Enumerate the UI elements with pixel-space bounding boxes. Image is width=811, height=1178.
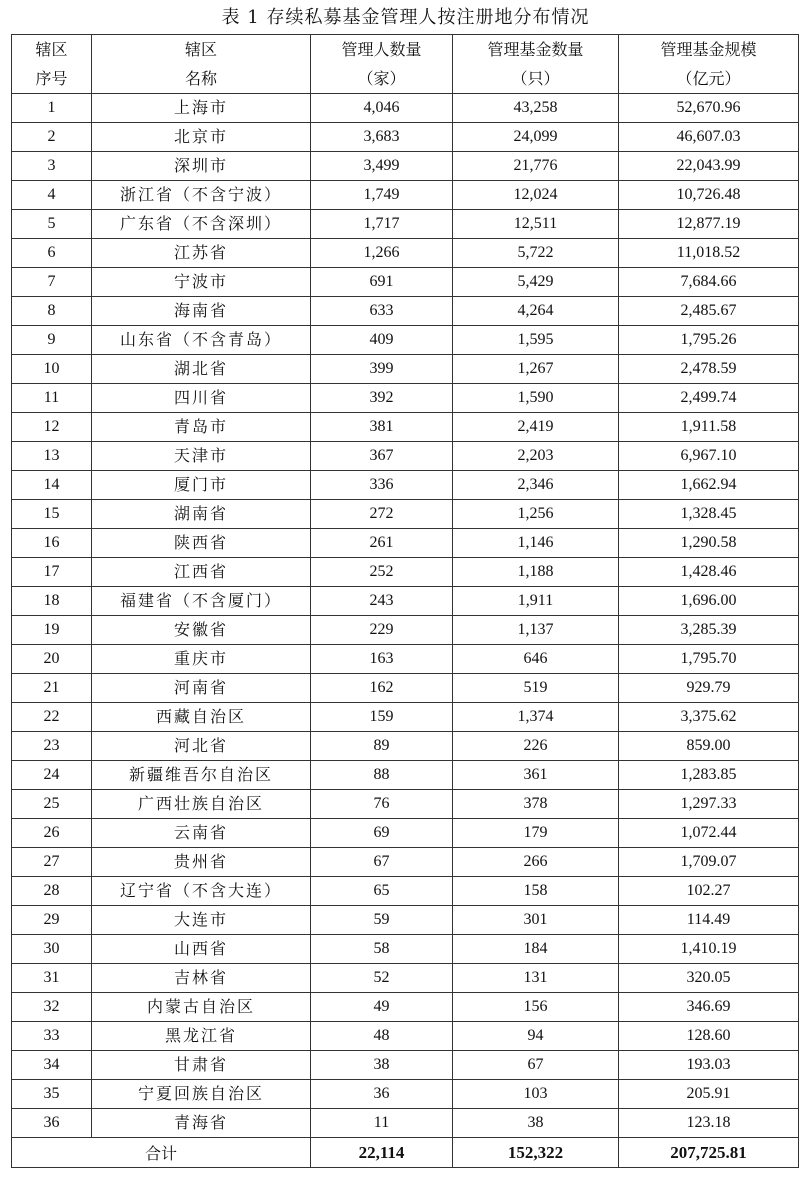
row-managers-cell: 38 bbox=[311, 1051, 453, 1080]
table-body bbox=[12, 94, 799, 1138]
row-managers-cell: 4,046 bbox=[311, 94, 453, 123]
row-funds-cell: 103 bbox=[453, 1080, 619, 1109]
row-scale-cell: 3,375.62 bbox=[619, 703, 799, 732]
row-managers-cell: 243 bbox=[311, 587, 453, 616]
row-seq-cell: 26 bbox=[12, 819, 92, 848]
row-seq-cell: 6 bbox=[12, 239, 92, 268]
row-scale-cell: 2,485.67 bbox=[619, 297, 799, 326]
table-row bbox=[12, 819, 799, 848]
row-seq-cell: 20 bbox=[12, 645, 92, 674]
row-scale-cell: 1,795.70 bbox=[619, 645, 799, 674]
row-managers-cell: 367 bbox=[311, 442, 453, 471]
row-name-cell: 内蒙古自治区 bbox=[92, 993, 311, 1022]
row-scale-cell: 123.18 bbox=[619, 1109, 799, 1138]
total-scale: 207,725.81 bbox=[619, 1138, 799, 1168]
table-row bbox=[12, 529, 799, 558]
row-name-cell: 广东省（不含深圳） bbox=[92, 210, 311, 239]
row-funds-cell: 1,267 bbox=[453, 355, 619, 384]
row-name-cell: 青海省 bbox=[92, 1109, 311, 1138]
table-row bbox=[12, 587, 799, 616]
row-funds-cell: 24,099 bbox=[453, 123, 619, 152]
table-row bbox=[12, 848, 799, 877]
row-scale-cell: 1,328.45 bbox=[619, 500, 799, 529]
row-name-cell: 北京市 bbox=[92, 123, 311, 152]
total-row bbox=[12, 1138, 799, 1168]
row-managers-cell: 48 bbox=[311, 1022, 453, 1051]
row-name-cell: 山东省（不含青岛） bbox=[92, 326, 311, 355]
row-seq-cell: 18 bbox=[12, 587, 92, 616]
row-name-cell: 湖南省 bbox=[92, 500, 311, 529]
row-scale-cell: 1,290.58 bbox=[619, 529, 799, 558]
row-seq-cell: 19 bbox=[12, 616, 92, 645]
total-managers: 22,114 bbox=[311, 1138, 453, 1168]
row-seq-cell: 29 bbox=[12, 906, 92, 935]
header-seq-line1: 辖区 bbox=[12, 35, 92, 65]
row-scale-cell: 1,428.46 bbox=[619, 558, 799, 587]
row-managers-cell: 1,717 bbox=[311, 210, 453, 239]
row-managers-cell: 252 bbox=[311, 558, 453, 587]
row-scale-cell: 10,726.48 bbox=[619, 181, 799, 210]
row-scale-cell: 1,297.33 bbox=[619, 790, 799, 819]
row-funds-cell: 12,024 bbox=[453, 181, 619, 210]
row-name-cell: 湖北省 bbox=[92, 355, 311, 384]
row-scale-cell: 1,410.19 bbox=[619, 935, 799, 964]
row-scale-cell: 1,709.07 bbox=[619, 848, 799, 877]
header-name-line2: 名称 bbox=[92, 64, 311, 94]
row-scale-cell: 859.00 bbox=[619, 732, 799, 761]
table-row bbox=[12, 268, 799, 297]
row-name-cell: 重庆市 bbox=[92, 645, 311, 674]
table-row bbox=[12, 877, 799, 906]
row-funds-cell: 2,203 bbox=[453, 442, 619, 471]
row-scale-cell: 320.05 bbox=[619, 964, 799, 993]
row-managers-cell: 76 bbox=[311, 790, 453, 819]
table-row bbox=[12, 471, 799, 500]
row-managers-cell: 163 bbox=[311, 645, 453, 674]
row-managers-cell: 409 bbox=[311, 326, 453, 355]
row-name-cell: 甘肃省 bbox=[92, 1051, 311, 1080]
row-scale-cell: 22,043.99 bbox=[619, 152, 799, 181]
row-funds-cell: 266 bbox=[453, 848, 619, 877]
row-name-cell: 贵州省 bbox=[92, 848, 311, 877]
table-row bbox=[12, 732, 799, 761]
row-name-cell: 宁波市 bbox=[92, 268, 311, 297]
row-scale-cell: 7,684.66 bbox=[619, 268, 799, 297]
row-seq-cell: 34 bbox=[12, 1051, 92, 1080]
row-scale-cell: 193.03 bbox=[619, 1051, 799, 1080]
row-managers-cell: 691 bbox=[311, 268, 453, 297]
row-seq-cell: 4 bbox=[12, 181, 92, 210]
row-scale-cell: 46,607.03 bbox=[619, 123, 799, 152]
row-seq-cell: 11 bbox=[12, 384, 92, 413]
row-managers-cell: 272 bbox=[311, 500, 453, 529]
table-row bbox=[12, 1080, 799, 1109]
header-funds-line2: （只） bbox=[453, 64, 619, 94]
row-funds-cell: 378 bbox=[453, 790, 619, 819]
row-funds-cell: 179 bbox=[453, 819, 619, 848]
row-seq-cell: 12 bbox=[12, 413, 92, 442]
row-seq-cell: 9 bbox=[12, 326, 92, 355]
row-managers-cell: 59 bbox=[311, 906, 453, 935]
row-funds-cell: 158 bbox=[453, 877, 619, 906]
row-managers-cell: 52 bbox=[311, 964, 453, 993]
header-scale-line1: 管理基金规模 bbox=[619, 35, 799, 65]
row-scale-cell: 1,696.00 bbox=[619, 587, 799, 616]
row-seq-cell: 16 bbox=[12, 529, 92, 558]
row-seq-cell: 35 bbox=[12, 1080, 92, 1109]
table-row bbox=[12, 616, 799, 645]
table-row bbox=[12, 935, 799, 964]
row-seq-cell: 17 bbox=[12, 558, 92, 587]
row-name-cell: 辽宁省（不含大连） bbox=[92, 877, 311, 906]
row-managers-cell: 69 bbox=[311, 819, 453, 848]
row-managers-cell: 392 bbox=[311, 384, 453, 413]
row-name-cell: 黑龙江省 bbox=[92, 1022, 311, 1051]
table-row bbox=[12, 703, 799, 732]
row-managers-cell: 89 bbox=[311, 732, 453, 761]
row-seq-cell: 21 bbox=[12, 674, 92, 703]
table-row bbox=[12, 906, 799, 935]
row-funds-cell: 2,346 bbox=[453, 471, 619, 500]
header-name-line1: 辖区 bbox=[92, 35, 311, 65]
row-scale-cell: 1,911.58 bbox=[619, 413, 799, 442]
row-seq-cell: 33 bbox=[12, 1022, 92, 1051]
table-row bbox=[12, 239, 799, 268]
row-funds-cell: 1,374 bbox=[453, 703, 619, 732]
row-managers-cell: 88 bbox=[311, 761, 453, 790]
row-managers-cell: 336 bbox=[311, 471, 453, 500]
row-managers-cell: 36 bbox=[311, 1080, 453, 1109]
row-funds-cell: 646 bbox=[453, 645, 619, 674]
row-scale-cell: 1,072.44 bbox=[619, 819, 799, 848]
row-seq-cell: 23 bbox=[12, 732, 92, 761]
row-funds-cell: 301 bbox=[453, 906, 619, 935]
row-seq-cell: 1 bbox=[12, 94, 92, 123]
header-funds-line1: 管理基金数量 bbox=[453, 35, 619, 65]
table-row bbox=[12, 442, 799, 471]
row-managers-cell: 381 bbox=[311, 413, 453, 442]
row-name-cell: 江苏省 bbox=[92, 239, 311, 268]
row-seq-cell: 5 bbox=[12, 210, 92, 239]
row-managers-cell: 162 bbox=[311, 674, 453, 703]
row-seq-cell: 27 bbox=[12, 848, 92, 877]
row-managers-cell: 58 bbox=[311, 935, 453, 964]
row-name-cell: 云南省 bbox=[92, 819, 311, 848]
row-funds-cell: 156 bbox=[453, 993, 619, 1022]
row-scale-cell: 114.49 bbox=[619, 906, 799, 935]
row-scale-cell: 346.69 bbox=[619, 993, 799, 1022]
total-label: 合计 bbox=[12, 1138, 311, 1168]
table-row bbox=[12, 645, 799, 674]
table-row bbox=[12, 152, 799, 181]
row-funds-cell: 43,258 bbox=[453, 94, 619, 123]
row-scale-cell: 52,670.96 bbox=[619, 94, 799, 123]
table-row bbox=[12, 355, 799, 384]
row-seq-cell: 30 bbox=[12, 935, 92, 964]
row-funds-cell: 5,722 bbox=[453, 239, 619, 268]
row-scale-cell: 12,877.19 bbox=[619, 210, 799, 239]
row-managers-cell: 399 bbox=[311, 355, 453, 384]
table-row bbox=[12, 790, 799, 819]
row-seq-cell: 22 bbox=[12, 703, 92, 732]
row-funds-cell: 2,419 bbox=[453, 413, 619, 442]
row-managers-cell: 261 bbox=[311, 529, 453, 558]
table-row bbox=[12, 674, 799, 703]
row-funds-cell: 1,595 bbox=[453, 326, 619, 355]
row-name-cell: 宁夏回族自治区 bbox=[92, 1080, 311, 1109]
row-seq-cell: 10 bbox=[12, 355, 92, 384]
table-row bbox=[12, 384, 799, 413]
distribution-table bbox=[11, 34, 799, 1168]
row-funds-cell: 1,137 bbox=[453, 616, 619, 645]
row-managers-cell: 1,266 bbox=[311, 239, 453, 268]
row-seq-cell: 31 bbox=[12, 964, 92, 993]
table-title: 表 1 存续私募基金管理人按注册地分布情况 bbox=[221, 7, 590, 28]
table-row bbox=[12, 181, 799, 210]
row-managers-cell: 3,683 bbox=[311, 123, 453, 152]
row-scale-cell: 929.79 bbox=[619, 674, 799, 703]
row-funds-cell: 38 bbox=[453, 1109, 619, 1138]
row-funds-cell: 1,256 bbox=[453, 500, 619, 529]
table-row bbox=[12, 297, 799, 326]
row-funds-cell: 131 bbox=[453, 964, 619, 993]
row-seq-cell: 3 bbox=[12, 152, 92, 181]
row-name-cell: 天津市 bbox=[92, 442, 311, 471]
header-seq-line2: 序号 bbox=[12, 64, 92, 94]
row-managers-cell: 67 bbox=[311, 848, 453, 877]
header-scale-line2: （亿元） bbox=[619, 64, 799, 94]
row-managers-cell: 229 bbox=[311, 616, 453, 645]
header-row-1 bbox=[12, 35, 799, 65]
header-row-2 bbox=[12, 64, 799, 94]
row-scale-cell: 2,499.74 bbox=[619, 384, 799, 413]
row-seq-cell: 2 bbox=[12, 123, 92, 152]
row-funds-cell: 21,776 bbox=[453, 152, 619, 181]
total-funds: 152,322 bbox=[453, 1138, 619, 1168]
row-managers-cell: 11 bbox=[311, 1109, 453, 1138]
row-seq-cell: 7 bbox=[12, 268, 92, 297]
row-funds-cell: 361 bbox=[453, 761, 619, 790]
row-funds-cell: 226 bbox=[453, 732, 619, 761]
row-seq-cell: 28 bbox=[12, 877, 92, 906]
row-name-cell: 厦门市 bbox=[92, 471, 311, 500]
row-name-cell: 上海市 bbox=[92, 94, 311, 123]
table-row bbox=[12, 413, 799, 442]
row-managers-cell: 49 bbox=[311, 993, 453, 1022]
row-seq-cell: 14 bbox=[12, 471, 92, 500]
table-row bbox=[12, 1109, 799, 1138]
row-scale-cell: 1,662.94 bbox=[619, 471, 799, 500]
row-funds-cell: 1,146 bbox=[453, 529, 619, 558]
table-row bbox=[12, 326, 799, 355]
table-row bbox=[12, 94, 799, 123]
row-funds-cell: 1,590 bbox=[453, 384, 619, 413]
row-managers-cell: 159 bbox=[311, 703, 453, 732]
row-managers-cell: 633 bbox=[311, 297, 453, 326]
row-managers-cell: 1,749 bbox=[311, 181, 453, 210]
table-row bbox=[12, 500, 799, 529]
row-name-cell: 陕西省 bbox=[92, 529, 311, 558]
row-scale-cell: 3,285.39 bbox=[619, 616, 799, 645]
row-seq-cell: 32 bbox=[12, 993, 92, 1022]
table-row bbox=[12, 123, 799, 152]
table-row bbox=[12, 993, 799, 1022]
row-name-cell: 河南省 bbox=[92, 674, 311, 703]
row-name-cell: 吉林省 bbox=[92, 964, 311, 993]
row-funds-cell: 1,911 bbox=[453, 587, 619, 616]
row-funds-cell: 67 bbox=[453, 1051, 619, 1080]
table-row bbox=[12, 1022, 799, 1051]
row-name-cell: 河北省 bbox=[92, 732, 311, 761]
row-funds-cell: 12,511 bbox=[453, 210, 619, 239]
row-funds-cell: 5,429 bbox=[453, 268, 619, 297]
row-scale-cell: 2,478.59 bbox=[619, 355, 799, 384]
row-seq-cell: 24 bbox=[12, 761, 92, 790]
table-footer bbox=[12, 1138, 799, 1168]
row-funds-cell: 184 bbox=[453, 935, 619, 964]
row-name-cell: 青岛市 bbox=[92, 413, 311, 442]
row-seq-cell: 13 bbox=[12, 442, 92, 471]
row-name-cell: 广西壮族自治区 bbox=[92, 790, 311, 819]
row-seq-cell: 36 bbox=[12, 1109, 92, 1138]
row-name-cell: 江西省 bbox=[92, 558, 311, 587]
row-funds-cell: 94 bbox=[453, 1022, 619, 1051]
row-name-cell: 大连市 bbox=[92, 906, 311, 935]
row-name-cell: 深圳市 bbox=[92, 152, 311, 181]
row-name-cell: 福建省（不含厦门） bbox=[92, 587, 311, 616]
row-funds-cell: 4,264 bbox=[453, 297, 619, 326]
row-scale-cell: 11,018.52 bbox=[619, 239, 799, 268]
row-name-cell: 浙江省（不含宁波） bbox=[92, 181, 311, 210]
row-scale-cell: 6,967.10 bbox=[619, 442, 799, 471]
row-seq-cell: 15 bbox=[12, 500, 92, 529]
table-row bbox=[12, 761, 799, 790]
row-name-cell: 四川省 bbox=[92, 384, 311, 413]
table-row bbox=[12, 558, 799, 587]
row-name-cell: 西藏自治区 bbox=[92, 703, 311, 732]
header-managers-line2: （家） bbox=[311, 64, 453, 94]
row-managers-cell: 3,499 bbox=[311, 152, 453, 181]
row-seq-cell: 8 bbox=[12, 297, 92, 326]
row-scale-cell: 102.27 bbox=[619, 877, 799, 906]
row-scale-cell: 1,283.85 bbox=[619, 761, 799, 790]
header-managers-line1: 管理人数量 bbox=[311, 35, 453, 65]
row-scale-cell: 205.91 bbox=[619, 1080, 799, 1109]
row-scale-cell: 1,795.26 bbox=[619, 326, 799, 355]
table-row bbox=[12, 1051, 799, 1080]
table-header bbox=[12, 35, 799, 94]
row-managers-cell: 65 bbox=[311, 877, 453, 906]
row-name-cell: 安徽省 bbox=[92, 616, 311, 645]
row-funds-cell: 519 bbox=[453, 674, 619, 703]
row-seq-cell: 25 bbox=[12, 790, 92, 819]
row-name-cell: 海南省 bbox=[92, 297, 311, 326]
row-name-cell: 新疆维吾尔自治区 bbox=[92, 761, 311, 790]
row-funds-cell: 1,188 bbox=[453, 558, 619, 587]
row-scale-cell: 128.60 bbox=[619, 1022, 799, 1051]
table-row bbox=[12, 964, 799, 993]
table-row bbox=[12, 210, 799, 239]
row-name-cell: 山西省 bbox=[92, 935, 311, 964]
